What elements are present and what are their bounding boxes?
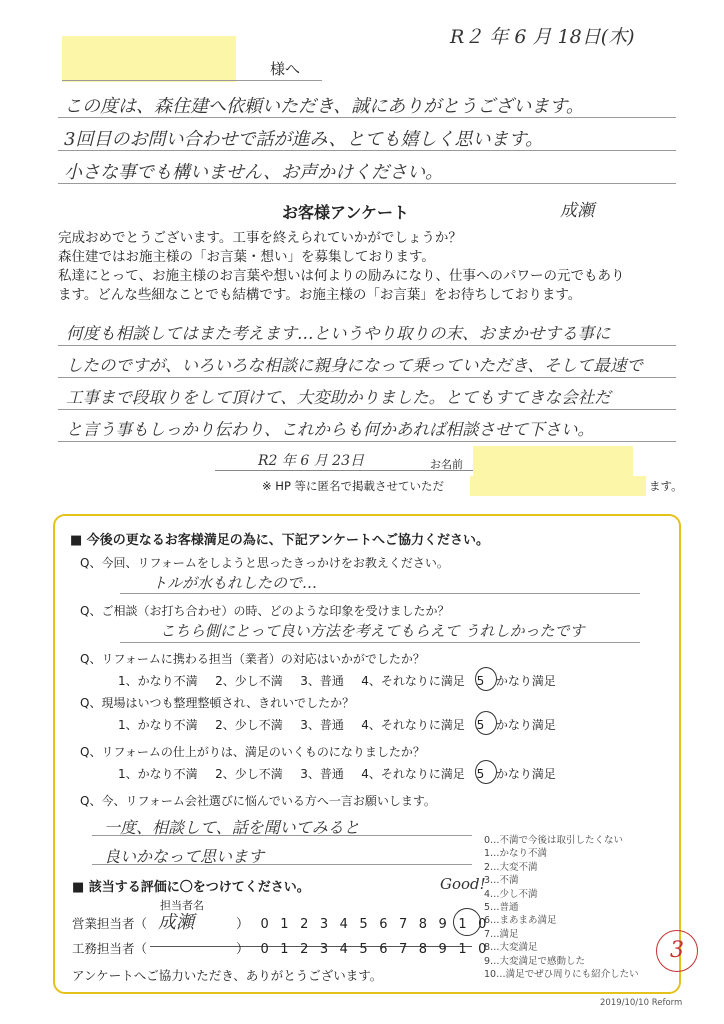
sales-staff-label: 営業担当者（ — [72, 916, 148, 931]
question-6: Q、今、リフォーム会社選びに悩んでいる方へ一言お願いします。 — [80, 794, 436, 808]
legend-item: 1…かなり不満 — [484, 848, 548, 860]
greeting-line-2: 3回目のお問い合わせで話が進み、とても嬉しく思います。 — [64, 129, 544, 150]
legend-item: 4…少し不満 — [484, 888, 538, 900]
legend-item: 10…満足でぜひ周りにも紹介したい — [484, 969, 639, 981]
question-5: Q、リフォームの仕上がりは、満足のいくものになりましたか？ — [80, 745, 425, 759]
note-redacted — [470, 476, 646, 496]
option-3: 3、普通 — [300, 718, 344, 732]
scale-0: 0 — [260, 917, 281, 932]
option-1: 1、かなり不満 — [118, 718, 198, 732]
legend-item: 3…不満 — [484, 875, 519, 887]
intro-line: 私達にとって、お施主様のお言葉や想いは何よりの励みになり、仕事へのパワーの元でもあり — [58, 268, 625, 284]
intro-line: ます。どんな些細なことでも結構です。お施主様の「お言葉」をお待ちしております。 — [58, 287, 582, 303]
version-footer: 2019/10/10 Reform — [600, 998, 683, 1008]
scale-1: 1 — [280, 917, 301, 932]
option-2: 2、少し不満 — [215, 718, 283, 732]
question-4: Q、現場はいつも整理整頓され、きれいでしたか？ — [80, 696, 355, 710]
scale-6: 6 — [379, 917, 399, 932]
scale-8: 8 — [418, 917, 439, 932]
option-3: 3、普通 — [300, 767, 344, 781]
scale-6: 6 — [379, 942, 399, 957]
answer-1: トルが水もれしたので… — [152, 574, 318, 592]
scale-3: 3 — [319, 942, 340, 957]
option-3: 3、普通 — [300, 674, 344, 688]
option-4: 4、それなりに満足 — [361, 674, 465, 688]
legend-item: 9…大変満足で感動した — [484, 955, 586, 967]
survey-title: お客様アンケート — [282, 203, 410, 222]
sales-staff-name: 成瀬 — [158, 912, 194, 933]
option-4: 4、それなりに満足 — [361, 767, 465, 781]
anonymous-note: ※ HP 等に匿名で掲載させていただ — [262, 479, 445, 493]
scale-9: 9 — [438, 942, 459, 957]
comment-line-1: 何度も相談してはまた考えます…というやり取りの末、おまかせする事に — [66, 324, 611, 343]
scale-5: 5 — [359, 942, 380, 957]
option-5: 5 — [476, 718, 485, 732]
legend-item: 8…大変満足 — [484, 942, 538, 954]
question-1: Q、今回、リフォームをしようと思ったきっかけをお教えください。 — [80, 556, 449, 570]
option-1: 1、かなり不満 — [118, 674, 198, 688]
legend-item: 6…まあまあ満足 — [484, 915, 557, 927]
customer-signature-redacted — [473, 446, 633, 476]
option-5-label: かなり満足 — [495, 718, 556, 732]
scale-2: 2 — [300, 942, 320, 957]
rating-legend — [484, 834, 639, 981]
intro-line: 完成おめでとうございます。工事を終えられていかがでしょうか？ — [58, 230, 462, 246]
box-heading: ■ 今後の更なるお客様満足の為に、下記アンケートへご協力ください。 — [70, 533, 490, 548]
evaluation-heading: ■ 該当する評価に〇をつけてください。 — [72, 880, 310, 895]
selected-option-circle — [475, 667, 497, 691]
option-5-label: かなり満足 — [495, 767, 556, 781]
name-label: お名前 — [430, 458, 463, 471]
sales-rating-scale: ）012345678910 — [236, 917, 498, 932]
comment-line-3: 工事まで段取りをして頂けて、大変助かりました。とてもすてきな会社だ — [66, 388, 611, 407]
customer-name-redacted — [62, 36, 236, 82]
legend-item: 5…普通 — [484, 902, 519, 914]
construction-rating-scale: ）012345678910 — [236, 942, 498, 957]
scale-10: 10 — [458, 917, 498, 932]
question-3: Q、リフォームに携わる担当（業者）の対応はいかがでしたか？ — [80, 652, 425, 666]
scale-4: 4 — [339, 942, 360, 957]
scale-3: 3 — [319, 917, 340, 932]
option-5: 5 — [476, 674, 485, 688]
option-2: 2、少し不満 — [215, 674, 283, 688]
answer-6-line-2: 良いかなって思います — [104, 847, 265, 866]
scale-2: 2 — [300, 917, 320, 932]
scale-9: 9 — [438, 917, 459, 932]
selected-option-circle — [475, 711, 497, 735]
scale-0: 0 — [260, 942, 281, 957]
scale-7: 7 — [398, 942, 419, 957]
legend-item: 2…大変不満 — [484, 861, 538, 873]
intro-line: 森住建ではお施主様の「お言葉・想い」を募集しております。 — [58, 249, 435, 265]
staff-name-label: 担当者名 — [160, 899, 204, 912]
answer-2: こちら側にとって良い方法を考えてもらえて うれしかったです — [160, 622, 585, 640]
legend-item: 0…不満で今後は取引したくない — [484, 835, 624, 846]
survey-intro — [58, 229, 678, 305]
letter-date: R２ 年 6 月 18日(木) — [450, 26, 635, 48]
anonymous-note-end: ます。 — [649, 479, 683, 493]
scale-4: 4 — [339, 917, 360, 932]
legend-item: 7…満足 — [484, 928, 519, 940]
scale-8: 8 — [418, 942, 439, 957]
sales-selected-circle — [453, 908, 481, 936]
greeting-signature: 成瀬 — [560, 201, 594, 221]
scale-7: 7 — [398, 917, 419, 932]
question-2: Q、ご相談（お打ち合わせ）の時、どのような印象を受けましたか？ — [80, 604, 450, 618]
greeting-line-3: 小さな事でも構いません、お声かけください。 — [64, 162, 444, 183]
selected-option-circle — [475, 760, 497, 784]
option-4: 4、それなりに満足 — [361, 718, 465, 732]
scale-5: 5 — [359, 917, 380, 932]
scale-1: 1 — [280, 942, 301, 957]
recipient-suffix: 様へ — [270, 60, 301, 78]
answer-6-line-1: 一度、相談して、話を聞いてみると — [104, 818, 360, 837]
red-mark: 3 — [656, 930, 698, 972]
scale-10: 10 — [458, 942, 498, 957]
option-5-label: かなり満足 — [495, 674, 556, 688]
comment-line-4: と言う事もしっかり伝わり、これからも何かあれば相談させて下さい。 — [66, 420, 594, 439]
comment-line-2: したのですが、いろいろな相談に親身になって乗っていただき、そして最速で — [66, 356, 643, 375]
option-5: 5 — [476, 767, 485, 781]
reply-date: R2 年 6 月 23日 — [258, 453, 364, 469]
construction-staff-label: 工務担当者（ — [72, 941, 148, 956]
option-1: 1、かなり不満 — [118, 767, 198, 781]
greeting-line-1: この度は、森住建へ依頼いただき、誠にありがとうございます。 — [64, 96, 584, 117]
good-note: Good! — [440, 875, 486, 893]
thanks-message: アンケートへご協力いただき、ありがとうございます。 — [72, 968, 383, 983]
option-2: 2、少し不満 — [215, 767, 283, 781]
